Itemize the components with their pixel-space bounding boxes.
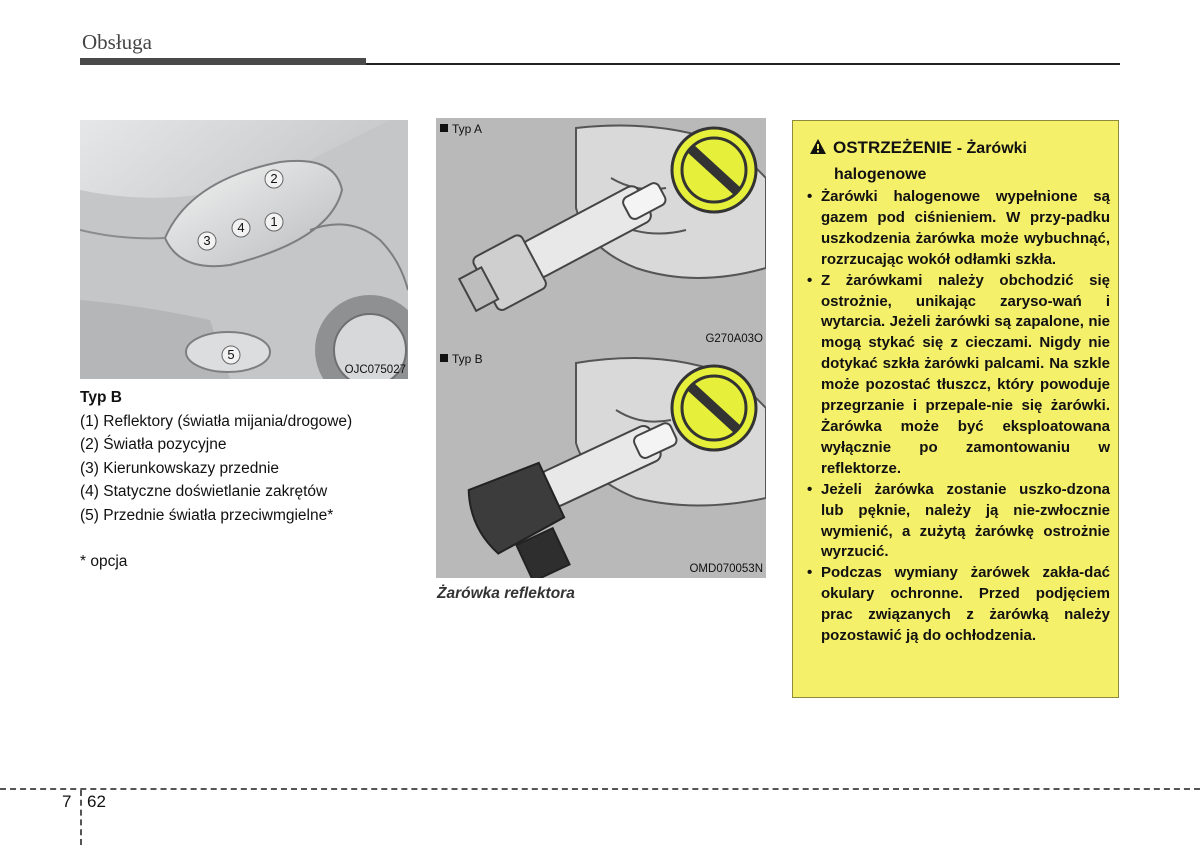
legend-item: (5) Przednie światła przeciwmgielne* <box>80 506 334 524</box>
callout-4: 4 <box>237 220 245 235</box>
warning-heading <box>809 136 1109 187</box>
callout-1: 1 <box>270 214 278 229</box>
square-bullet-icon <box>440 354 448 362</box>
warning-item: • Żarówki halogenowe wypełnione są gazem pod ciśnieniem. W przy-padku uszkodzenia żarówka może wybuchnąć, rozrzucając wokół odłamki szkła. <box>805 187 1110 271</box>
legend-item: (2) Światła pozycyjne <box>80 436 227 453</box>
footer-divider <box>80 790 82 845</box>
callout-5: 5 <box>227 347 235 362</box>
option-note: * opcja <box>80 553 128 570</box>
headlamp-illustration <box>80 120 408 379</box>
warning-item: • Jeżeli żarówka zostanie uszko-dzona lub pęknie, należy ją nie-zwłocznie wymienić, a zużytą żarówkę ostrożnie wyrzucić. <box>805 480 1110 564</box>
header-rule-thin <box>366 63 1120 65</box>
warning-list <box>805 187 1110 647</box>
bulb-type-a-illustration <box>436 118 766 348</box>
warning-title: OSTRZEŻENIE <box>833 138 953 157</box>
header-rule-thick <box>80 58 366 65</box>
legend-item: (4) Statyczne doświetlanie zakrętów <box>80 483 328 500</box>
image-code: G270A03O <box>705 333 763 345</box>
footer-rule <box>0 788 1200 790</box>
image-code: OJC075027 <box>344 364 406 376</box>
legend-title: Typ B <box>80 389 122 406</box>
warning-triangle-icon <box>809 138 827 162</box>
legend <box>80 386 420 574</box>
chapter-number: 7 <box>62 792 72 811</box>
callout-2: 2 <box>270 171 278 186</box>
warning-subtitle-1: - Żarówki <box>956 140 1027 157</box>
callout-3: 3 <box>203 233 211 248</box>
legend-item: (1) Reflektory (światła mijania/drogowe) <box>80 412 353 430</box>
image-code: OMD070053N <box>689 563 763 575</box>
square-bullet-icon <box>440 124 448 132</box>
figure-caption: Żarówka reflektora <box>437 585 575 602</box>
warning-box <box>792 120 1119 698</box>
type-a-label: Typ A <box>440 122 482 136</box>
warning-item: • Podczas wymiany żarówek zakła-dać okulary ochronne. Przed podjęciem prac związanych z żarówką należy pozostawić ją do ochłodzenia. <box>805 563 1110 647</box>
type-b-label: Typ B <box>440 352 483 366</box>
bulb-type-b-illustration <box>436 348 766 578</box>
legend-item: (3) Kierunkowskazy przednie <box>80 459 280 477</box>
warning-subtitle-2: halogenowe <box>834 166 927 183</box>
page-number: 62 <box>87 792 106 811</box>
warning-item: • Z żarówkami należy obchodzić się ostrożnie, unikając zaryso-wań i wytarcia. Jeżeli żarówki są zapalone, nie mogą stykać się z cieczami. Nigdy nie dotykać szkła żarówki palcami. Na szkle może pozostać tłuszcz, który powoduje przegrzanie i przepale-nie się żarówki. Żarówka może być eksploatowana wyłącznie po zamontowaniu w reflektorze. <box>805 271 1110 480</box>
section-title: Obsługa <box>82 30 152 54</box>
